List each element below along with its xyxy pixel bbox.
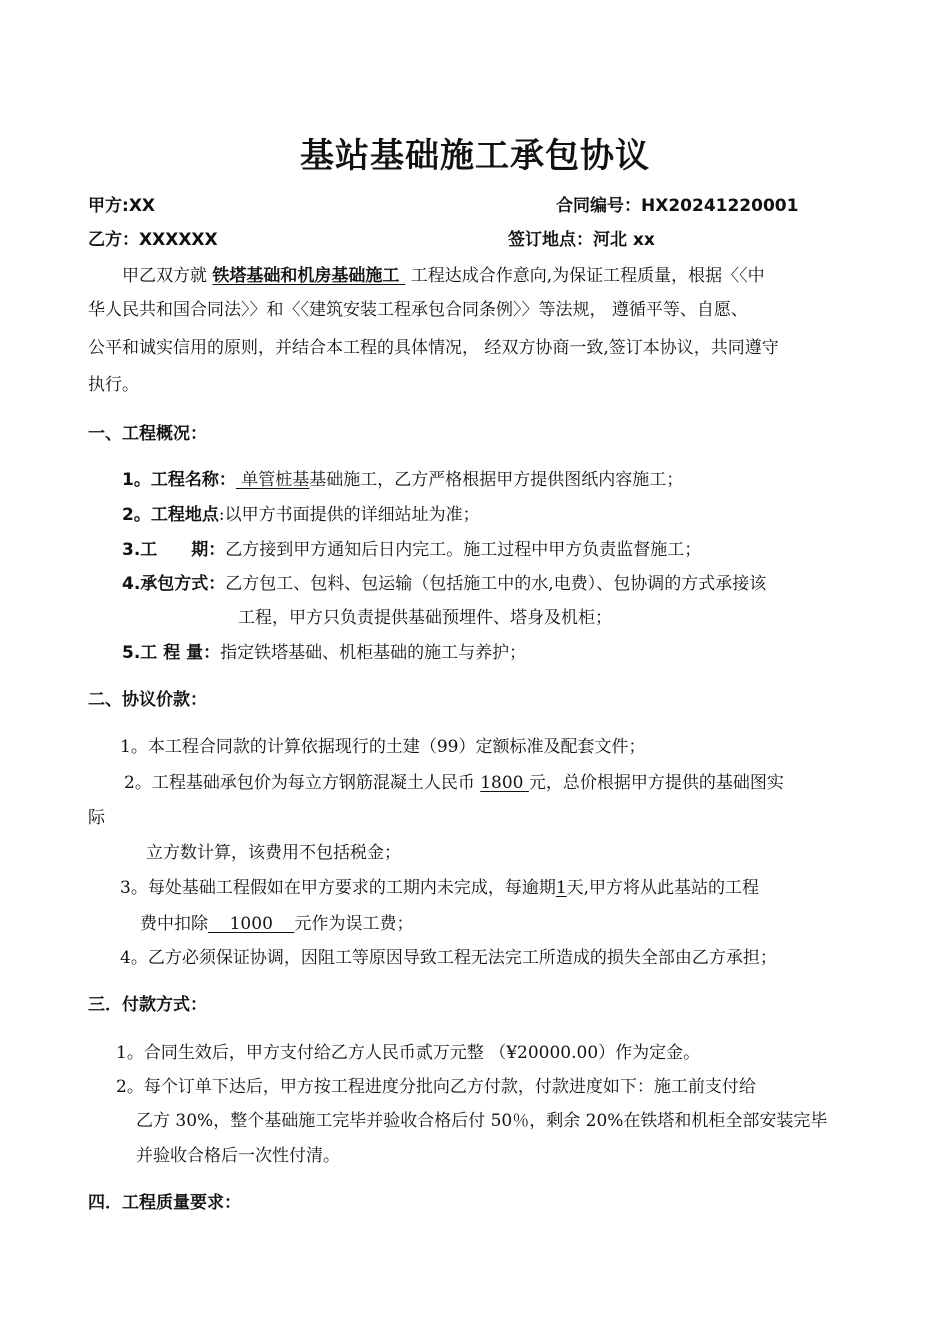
signing-place-label: 签订地点： — [508, 230, 593, 250]
party-a-value: XX — [128, 196, 156, 216]
s3-para-1: 1。合同生效后，甲方支付给乙方人民币贰万元整 （¥20000.00）作为定金。 — [116, 1043, 701, 1063]
signing-place — [508, 228, 655, 252]
s3-para-2-continued-2: 并验收合格后一次性付清。 — [136, 1146, 340, 1166]
s3-para-2-continued-1: 乙方 30%，整个基础施工完毕并验收合格后付 50％，剩余 20%在铁塔和机柜全部安装完毕 — [136, 1111, 828, 1131]
s1-item-2-rest: :以甲方书面提供的详细站址为准； — [218, 505, 480, 525]
s1-item-3-label: 3.工 期： — [122, 540, 226, 560]
signing-place-value: 河北 xx — [593, 230, 655, 250]
s2-para-2 — [124, 771, 784, 795]
s3-para-2: 2。每个订单下达后，甲方按工程进度分批向乙方付款，付款进度如下：施工前支付给 — [116, 1077, 756, 1097]
section-1-heading: 一、工程概况： — [88, 424, 207, 444]
s1-item-5-rest: 指定铁塔基础、机柜基础的施工与养护； — [220, 643, 527, 663]
intro-line-3: 公平和诚实信用的原则，并结合本工程的具体情况， 经双方协商一致,签订本协议，共同遵守 — [88, 338, 779, 358]
section-4-heading: 四．工程质量要求： — [88, 1193, 241, 1213]
s1-item-1-label: 1。工程名称： — [122, 470, 236, 490]
s1-item-2 — [122, 503, 480, 527]
s1-item-5-label: 5.工 程 量： — [122, 643, 221, 663]
party-b-value: XXXXXX — [139, 230, 218, 250]
s1-item-1 — [122, 468, 683, 492]
delay-days: 1 — [555, 878, 567, 898]
s2-para-1: 1。本工程合同款的计算依据现行的土建（99）定额标准及配套文件； — [120, 737, 646, 757]
intro-line-4: 执行。 — [88, 375, 139, 395]
contract-number-label: 合同编号： — [556, 196, 641, 216]
s2-para-3-prefix: 3。每处基础工程假如在甲方要求的工期内未完成，每逾期 — [120, 878, 556, 898]
s1-item-1-rest: 基础施工，乙方严格根据甲方提供图纸内容施工； — [309, 470, 684, 490]
s1-item-1-value: 单管桩基 — [235, 470, 310, 490]
s1-item-4-rest: 乙方包工、包料、包运输（包括施工中的水,电费）、包协调的方式承接该 — [225, 574, 767, 594]
s1-item-4-label: 4.承包方式： — [122, 574, 226, 594]
party-b-label: 乙方： — [88, 230, 139, 250]
s2-para-3-suffix: 天,甲方将从此基站的工程 — [566, 878, 760, 898]
s2-para-4: 4。乙方必须保证协调，因阻工等原因导致工程无法完工所造成的损失全部由乙方承担； — [120, 948, 777, 968]
unit-price: 1800 — [480, 773, 529, 793]
intro-line-2: 华人民共和国合同法〉〉和〈〈建筑安装工程承包合同条例〉〉等法规， 遵循平等、自愿、 — [88, 300, 748, 320]
s1-item-4-continued: 工程，甲方只负责提供基础预埋件、塔身及机柜； — [238, 608, 612, 628]
party-b — [88, 228, 218, 252]
page-title: 基站基础施工承包协议 — [300, 136, 650, 176]
s1-item-4 — [122, 572, 766, 596]
project-name: 铁塔基础和机房基础施工 — [212, 266, 406, 286]
s2-para-3-cont-suffix: 元作为误工费； — [294, 914, 414, 934]
s1-item-3 — [122, 538, 701, 562]
party-a — [88, 194, 155, 218]
contract-number — [556, 194, 798, 218]
s1-item-3-rest: 乙方接到甲方通知后日内完工。施工过程中甲方负责监督施工； — [225, 540, 702, 560]
s2-para-2-wrap: 际 — [88, 808, 105, 828]
section-2-heading: 二、协议价款： — [88, 690, 207, 710]
s2-para-2-suffix: 元，总价根据甲方提供的基础图实 — [528, 773, 784, 793]
s2-para-3-cont-prefix: 费中扣除 — [140, 914, 208, 934]
party-a-label: 甲方: — [88, 196, 129, 216]
s1-item-5 — [122, 641, 526, 665]
penalty-amount: 1000 — [208, 914, 295, 934]
intro-prefix: 甲乙双方就 — [122, 266, 213, 286]
contract-number-value: HX20241220001 — [641, 196, 799, 216]
intro-suffix: 工程达成合作意向,为保证工程质量，根据〈〈中 — [405, 266, 765, 286]
section-3-heading: 三．付款方式： — [88, 995, 207, 1015]
s2-para-2-prefix: 2。工程基础承包价为每立方钢筋混凝土人民币 — [124, 773, 481, 793]
s2-para-3 — [120, 876, 759, 900]
intro-line-1 — [122, 264, 765, 288]
s2-para-3-continued — [140, 912, 414, 936]
s1-item-2-label: 2。工程地点 — [122, 505, 219, 525]
s2-para-2-continued: 立方数计算，该费用不包括税金； — [146, 843, 401, 863]
